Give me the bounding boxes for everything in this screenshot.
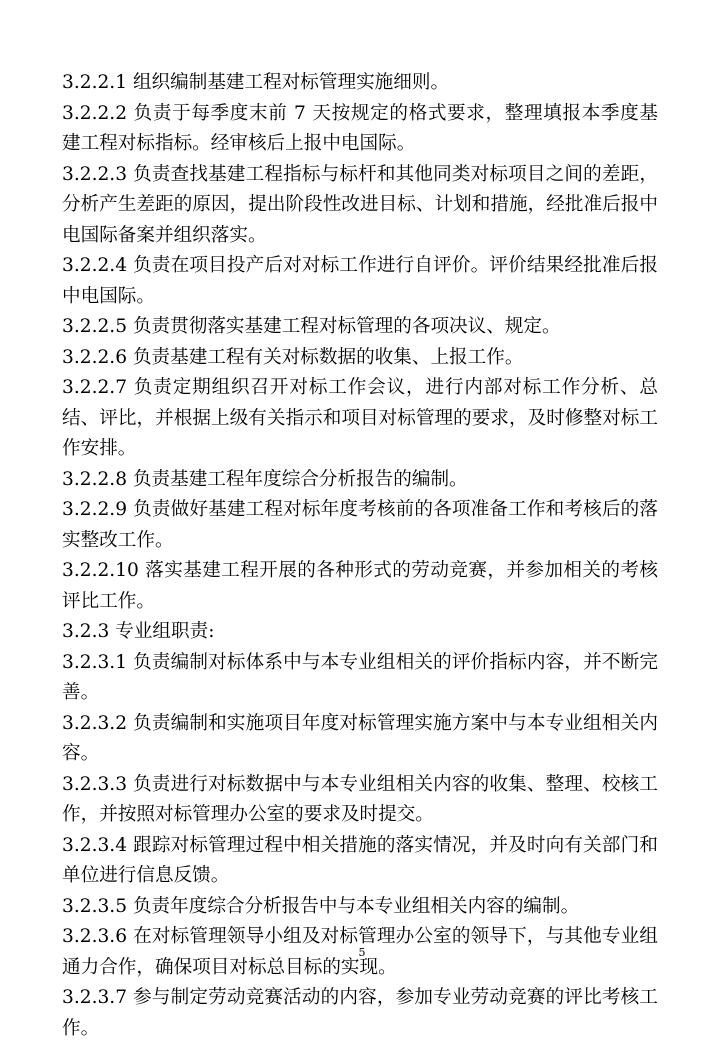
paragraph-3-2-2-4: 3.2.2.4 负责在项目投产后对对标工作进行自评价。评价结果经批准后报中电国际。 bbox=[62, 255, 658, 307]
paragraph-3-2-3-5: 3.2.3.5 负责年度综合分析报告中与本专业组相关内容的编制。 bbox=[62, 895, 580, 917]
paragraph-3-2-3-3: 3.2.3.3 负责进行对标数据中与本专业组相关内容的收集、整理、校核工作，并按照对标管理办公室的要求及时提交。 bbox=[62, 773, 658, 825]
paragraph-3-2-3-7: 3.2.3.7 参与制定劳动竞赛活动的内容，参加专业劳动竞赛的评比考核工作。 bbox=[62, 987, 658, 1039]
document-body bbox=[62, 68, 658, 1044]
paragraph-3-2-2-6: 3.2.2.6 负责基建工程有关对标数据的收集、上报工作。 bbox=[62, 346, 524, 368]
paragraph-3-2-2-1: 3.2.2.1 组织编制基建工程对标管理实施细则。 bbox=[62, 72, 450, 93]
paragraph-3-2-3-2: 3.2.3.2 负责编制和实施项目年度对标管理实施方案中与本专业组相关内容。 bbox=[62, 712, 658, 764]
paragraph-3-2-2-5: 3.2.2.5 负责贯彻落实基建工程对标管理的各项决议、规定。 bbox=[62, 316, 561, 337]
paragraph-3-2-2-7: 3.2.2.7 负责定期组织召开对标工作会议，进行内部对标工作分析、总结、评比，并根据上级有关指示和项目对标管理的要求，及时修整对标工作安排。 bbox=[62, 377, 658, 459]
paragraph-3-2-2-3: 3.2.2.3 负责查找基建工程指标与标杆和其他同类对标项目之间的差距，分析产生差距的原因，提出阶段性改进目标、计划和措施，经批准后报中电国际备案并组织落实。 bbox=[62, 163, 658, 246]
paragraph-3-2-3-4: 3.2.3.4 跟踪对标管理过程中相关措施的落实情况，并及时向有关部门和单位进行信息反馈。 bbox=[62, 834, 658, 886]
paragraph-3-2-2-2: 3.2.2.2 负责于每季度末前 7 天按规定的格式要求，整理填报本季度基建工程对标指标。经审核后上报中电国际。 bbox=[62, 102, 658, 154]
paragraph-3-2-2-9: 3.2.2.9 负责做好基建工程对标年度考核前的各项准备工作和考核后的落实整改工作。 bbox=[62, 499, 658, 551]
paragraph-3-2-2-10: 3.2.2.10 落实基建工程开展的各种形式的劳动竞赛，并参加相关的考核评比工作。 bbox=[62, 560, 658, 612]
page-number: 5 bbox=[358, 946, 366, 959]
paragraph-3-2-3-6: 3.2.3.6 在对标管理领导小组及对标管理办公室的领导下，与其他专业组通力合作，确保项目对标总目标的实现。 bbox=[62, 926, 658, 978]
section-heading-3-2-3: 3.2.3 专业组职责: bbox=[62, 621, 215, 642]
paragraph-3-2-3-1: 3.2.3.1 负责编制对标体系中与本专业组相关的评价指标内容，并不断完善。 bbox=[62, 651, 658, 703]
paragraph-3-2-2-8: 3.2.2.8 负责基建工程年度综合分析报告的编制。 bbox=[62, 468, 468, 490]
